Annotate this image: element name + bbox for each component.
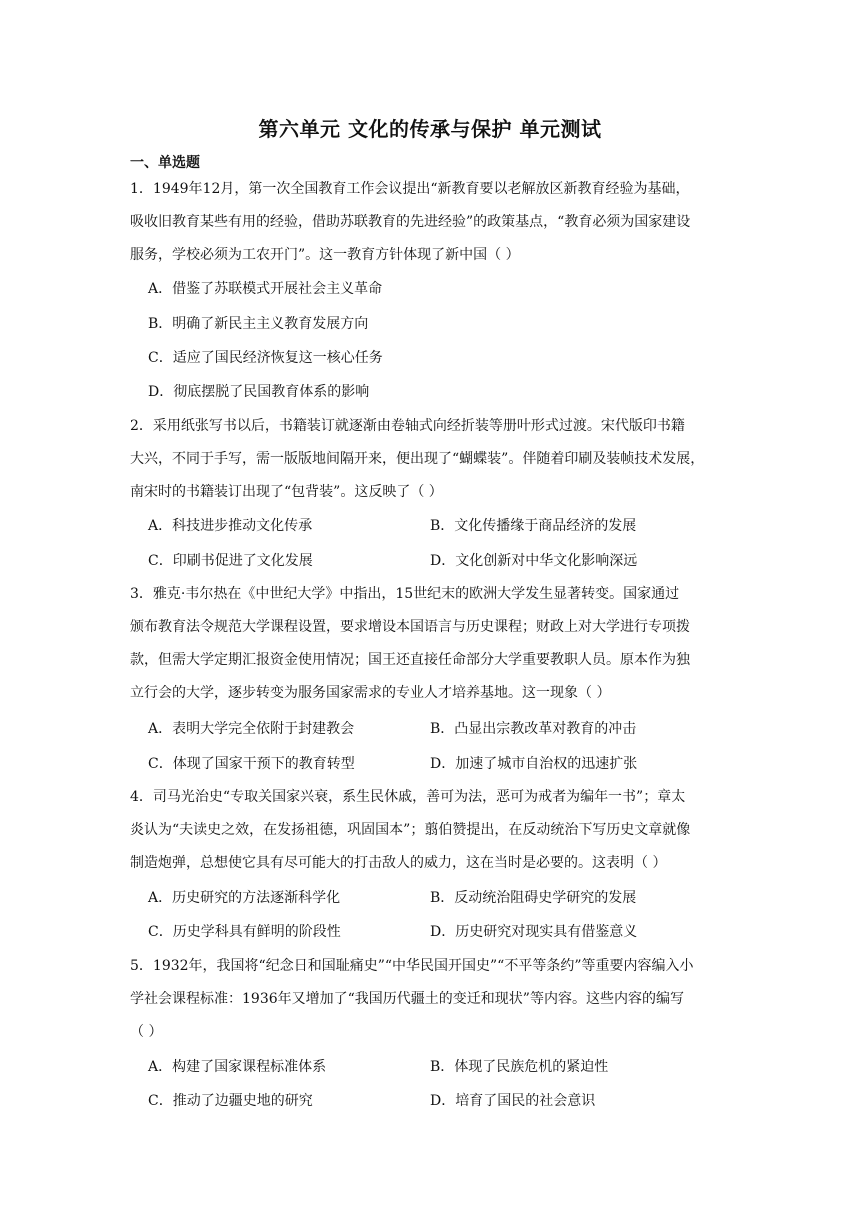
question-text-line: 4．司马光治史“专取关国家兴衰，系生民休戚，善可为法，恶可为戒者为编年一书”；章太 [130, 789, 686, 805]
question-4-option-c[interactable]: C．历史学科具有鲜明的阶段性 [148, 924, 341, 940]
question-1-option-a[interactable]: A．借鉴了苏联模式开展社会主义革命 [148, 281, 383, 297]
page-title: 第六单元 文化的传承与保护 单元测试 [258, 117, 602, 141]
question-5-option-a[interactable]: A．构建了国家课程标准体系 [148, 1059, 327, 1075]
question-2-option-d[interactable]: D．文化创新对中华文化影响深远 [430, 553, 638, 569]
question-3-option-b[interactable]: B．凸显出宗教改革对教育的冲击 [430, 721, 637, 737]
question-5-option-d[interactable]: D．培育了国民的社会意识 [430, 1093, 596, 1109]
question-text-line: 学社会课程标准：1936年又增加了“我国历代疆土的变迁和现状”等内容。这些内容的编写 [130, 991, 684, 1007]
question-4-stem [130, 781, 730, 880]
question-3-option-d[interactable]: D．加速了城市自治权的迅速扩张 [430, 756, 638, 772]
question-text-line: 5．1932年，我国将“纪念日和国耻痛史”“中华民国开国史”“不平等条约”等重要内容编入小 [130, 958, 694, 974]
question-text-line: 大兴，不同于手写，需一版版地间隔开来，便出现了“蝴蝶装”。伴随着印刷及装帧技术发展， [130, 451, 705, 467]
question-text-line: 立行会的大学，逐步转变为服务国家需求的专业人才培养基地。这一现象（ ） [130, 685, 611, 701]
question-4-option-a[interactable]: A．历史研究的方法逐渐科学化 [148, 890, 341, 906]
question-3-stem [130, 578, 730, 710]
question-text-line: （ ） [130, 1024, 163, 1040]
question-5-option-c[interactable]: C．推动了边疆史地的研究 [148, 1093, 313, 1109]
question-2-option-c[interactable]: C．印刷书促进了文化发展 [148, 553, 313, 569]
question-text-line: 3．雅克·韦尔热在《中世纪大学》中指出，15世纪末的欧洲大学发生显著转变。国家通过 [130, 586, 680, 602]
question-text-line: 炎认为“夫读史之效，在发扬祖德，巩固国本”；翦伯赞提出，在反动统治下写历史文章就像 [130, 822, 691, 838]
section-heading: 一、单选题 [130, 155, 200, 171]
question-text-line: 款，但需大学定期汇报资金使用情况；国王还直接任命部分大学重要教职人员。原本作为独 [130, 652, 690, 668]
question-1-option-c[interactable]: C．适应了国民经济恢复这一核心任务 [148, 350, 383, 366]
question-1-option-b[interactable]: B．明确了新民主主义教育发展方向 [148, 316, 369, 332]
question-5-stem [130, 950, 730, 1049]
question-2-option-a[interactable]: A．科技进步推动文化传承 [148, 518, 313, 534]
question-3-option-a[interactable]: A．表明大学完全依附于封建教会 [148, 721, 355, 737]
question-4-option-d[interactable]: D．历史研究对现实具有借鉴意义 [430, 924, 638, 940]
question-text-line: 1．1949年12月，第一次全国教育工作会议提出“新教育要以老解放区新教育经验为基础， [130, 181, 690, 197]
question-text-line: 制造炮弹，总想使它具有尽可能大的打击敌人的威力，这在当时是必要的。这表明（ ） [130, 855, 667, 871]
question-1-stem [130, 173, 730, 272]
question-4-option-b[interactable]: B．反动统治阻碍史学研究的发展 [430, 890, 637, 906]
question-text-line: 南宋时的书籍装订出现了“包背装”。这反映了（ ） [130, 484, 443, 500]
question-2-option-b[interactable]: B．文化传播缘于商品经济的发展 [430, 518, 637, 534]
question-2-stem [130, 410, 730, 509]
question-1-option-d[interactable]: D．彻底摆脱了民国教育体系的影响 [148, 384, 370, 400]
question-text-line: 服务，学校必须为工农开门”。这一教育方针体现了新中国（ ） [130, 247, 520, 263]
question-5-option-b[interactable]: B．体现了民族危机的紧迫性 [430, 1059, 609, 1075]
question-text-line: 颁布教育法令规范大学课程设置，要求增设本国语言与历史课程；财政上对大学进行专项拨 [130, 619, 690, 635]
question-3-option-c[interactable]: C．体现了国家干预下的教育转型 [148, 756, 355, 772]
question-text-line: 吸收旧教育某些有用的经验，借助苏联教育的先进经验”的政策基点，“教育必须为国家建设 [130, 214, 691, 230]
question-text-line: 2．采用纸张写书以后，书籍装订就逐渐由卷轴式向经折装等册叶形式过渡。宋代版印书籍 [130, 418, 685, 434]
